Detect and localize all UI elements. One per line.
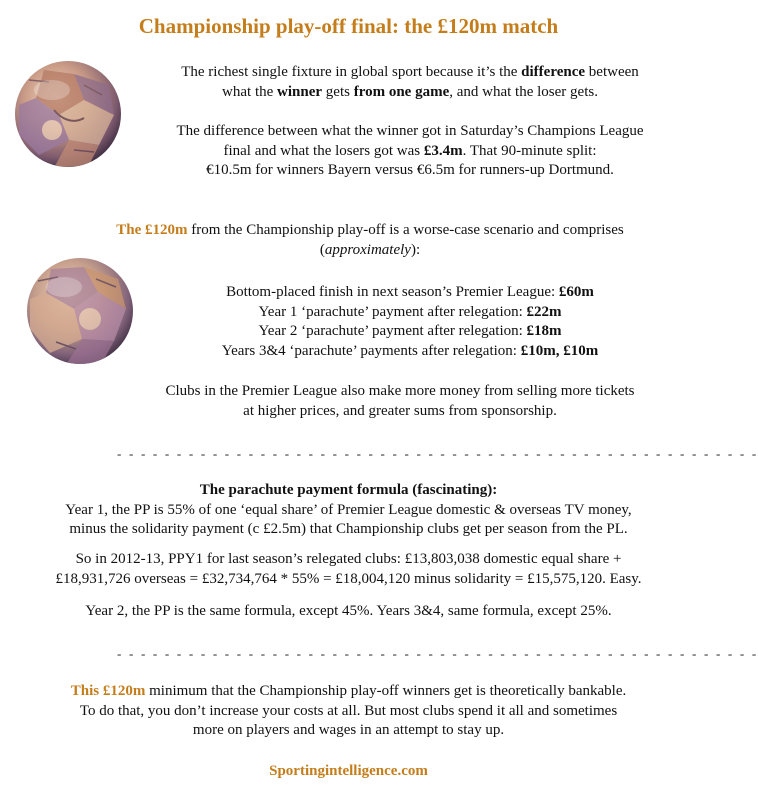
intro-paragraph-1: The richest single fixture in global sport because it’s the difference between what the winner gets from one game, and what the loser gets.: [181, 64, 639, 100]
page-title: Championship play-off final: the £120m match: [138, 14, 559, 38]
source-credit: Sportingintelligence.com: [269, 763, 428, 779]
formula-example: So in 2012-13, PPY1 for last season’s relegated clubs: £13,803,038 domestic equal share + £18,931,726 overseas = £32,734,764 * 55% = £18,004,120 minus solidarity = £15,575,120. Easy.: [55, 551, 642, 587]
formula-section: The parachute payment formula (fascinating): Year 1, the PP is 55% of one ‘equal share’ of Premier League domestic & overseas TV money, minus the solidarity payment (c £2.5m) that Championship clubs get per season from the PL.: [0, 481, 697, 540]
conclusion-paragraph: This £120m minimum that the Championship play-off winners get is theoretically bankable. To do that, you don’t increase your costs at all. But most clubs spend it all and sometimes more on players and wages in an attempt to stay up.: [70, 683, 627, 738]
banknote-football-image: [14, 60, 122, 168]
payment-item: Year 1 ‘parachute’ payment after relegation: £22m: [258, 303, 562, 320]
formula-years: Year 2, the PP is the same formula, except 45%. Years 3&4, same formula, except 25%.: [85, 603, 612, 619]
accent-text: The £120m: [116, 222, 188, 238]
payments-list: [130, 283, 690, 361]
divider: - - - - - - - - - - - - - - - - - - - - - - - - - - - - - - - - - - - - - - - - - - - - - - - - - - - - - -: [117, 646, 758, 661]
clubs-paragraph: Clubs in the Premier League also make more money from selling more tickets at higher prices, and greater sums from sponsorship.: [165, 383, 635, 419]
breakdown-intro: The £120m from the Championship play-off is a worse-case scenario and comprises (approximately):: [116, 222, 624, 258]
accent-text: This £120m: [70, 683, 146, 699]
divider: - - - - - - - - - - - - - - - - - - - - - - - - - - - - - - - - - - - - - - - - - - - - - - - - - - - - - -: [117, 446, 758, 461]
payment-item: Years 3&4 ‘parachute’ payments after relegation: £10m, £10m: [221, 342, 599, 359]
payment-item: Year 2 ‘parachute’ payment after relegation: £18m: [258, 323, 562, 339]
banknote-football-image: [26, 257, 134, 365]
payment-item: Bottom-placed finish in next season’s Premier League: £60m: [226, 284, 594, 300]
intro-paragraph-2: The difference between what the winner got in Saturday’s Champions League final and what the losers got was £3.4m. That 90-minute split: €10.5m for winners Bayern versus €6.5m for runners-up Dortmund.: [176, 123, 644, 178]
formula-heading: The parachute payment formula (fascinating):: [199, 482, 498, 498]
